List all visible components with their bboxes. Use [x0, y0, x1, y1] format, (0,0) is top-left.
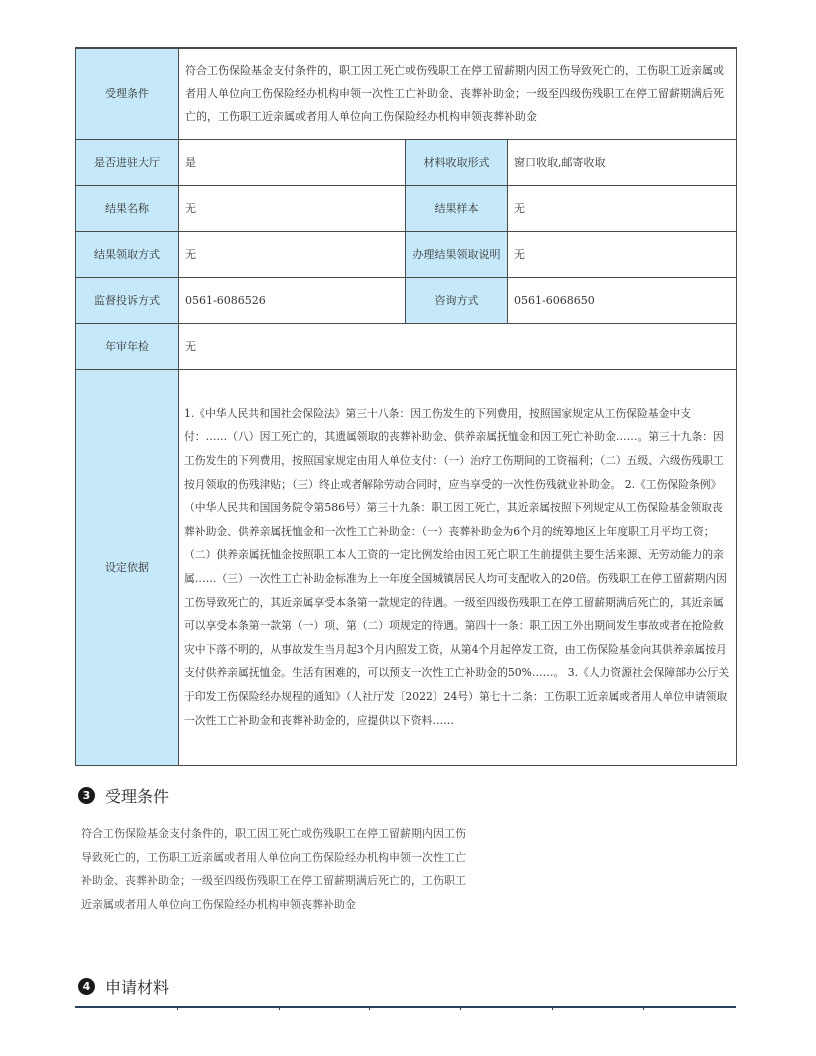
- hall-value: 是: [179, 139, 406, 185]
- consult-phone: 0561-6068650: [508, 277, 737, 323]
- material-form-value: 窗口收取,邮寄收取: [508, 139, 737, 185]
- column-divider: [552, 1006, 553, 1010]
- result-note-label: 办理结果领取说明: [406, 231, 508, 277]
- hall-label: 是否进驻大厅: [76, 139, 179, 185]
- result-sample-value: 无: [508, 185, 737, 231]
- column-divider: [279, 1006, 280, 1010]
- section-number-badge: 4: [78, 978, 95, 995]
- acceptance-label: 受理条件: [76, 48, 179, 139]
- result-name-label: 结果名称: [76, 185, 179, 231]
- section-title: 申请材料: [105, 977, 170, 997]
- result-name-value: 无: [179, 185, 406, 231]
- annual-label: 年审年检: [76, 323, 179, 369]
- complaint-phone: 0561-6086526: [179, 277, 406, 323]
- section-heading-materials: [78, 975, 169, 997]
- result-sample-label: 结果样本: [406, 185, 508, 231]
- acceptance-text: 符合工伤保险基金支付条件的，职工因工死亡或伤残职工在停工留薪期内因工伤导致死亡的，工伤职工近亲属或者用人单位向工伤保险经办机构申领一次性工亡补助金、丧葬补助金；一级至四级伤残职工在停工留薪期满后死亡的，工伤职工近亲属或者用人单位向工伤保险经办机构申领丧葬补助金: [81, 827, 466, 911]
- table-row: [76, 48, 737, 139]
- column-divider: [177, 1006, 178, 1010]
- table-row: [76, 323, 737, 369]
- column-divider: [369, 1006, 370, 1010]
- basis-label: 设定依据: [76, 369, 179, 765]
- table-row: [76, 369, 737, 765]
- section-title: 受理条件: [105, 786, 170, 806]
- annual-value: 无: [179, 323, 737, 369]
- column-divider: [643, 1006, 644, 1010]
- service-info-table: [75, 47, 737, 766]
- table-row: [76, 277, 737, 323]
- consult-label: 咨询方式: [406, 277, 508, 323]
- materials-table-top-border: [75, 1006, 736, 1008]
- section-heading-acceptance: [78, 784, 169, 806]
- column-divider: [460, 1006, 461, 1010]
- complaint-label: 监督投诉方式: [76, 277, 179, 323]
- result-note-value: 无: [508, 231, 737, 277]
- result-method-label: 结果领取方式: [76, 231, 179, 277]
- basis-value: 1.《中华人民共和国社会保险法》第三十八条：因工伤发生的下列费用，按照国家规定从工伤保险基金中支付：……（八）因工死亡的，其遗属领取的丧葬补助金、供养亲属抚恤金和因工死亡补助金……。第三十九条：因工伤发生的下列费用，按照国家规定由用人单位支付：（一）治疗工伤期间的工资福利；（二）五级、六级伤残职工按月领取的伤残津贴；（三）终止或者解除劳动合同时，应当享受的一次性伤残就业补助金。 2.《工伤保险条例》（中华人民共和国国务院令第586号）第三十九条：职工因工死亡，其近亲属按照下列规定从工伤保险基金领取丧葬补助金、供养亲属抚恤金和一次性工亡补助金：（一）丧葬补助金为6个月的统筹地区上年度职工月平均工资；（二）供养亲属抚恤金按照职工本人工资的一定比例发给由因工死亡职工生前提供主要生活来源、无劳动能力的亲属……（三）一次性工亡补助金标准为上一年度全国城镇居民人均可支配收入的20倍。伤残职工在停工留薪期内因工伤导致死亡的，其近亲属享受本条第一款规定的待遇。一级至四级伤残职工在停工留薪期满后死亡的，其近亲属可以享受本条第一款第（一）项、第（二）项规定的待遇。第四十一条：职工因工外出期间发生事故或者在抢险救灾中下落不明的，从事故发生当月起3个月内照发工资，从第4个月起停发工资，由工伤保险基金向其供养亲属按月支付供养亲属抚恤金。生活有困难的，可以预支一次性工亡补助金的50%……。 3.《人力资源社会保障部办公厅关于印发工伤保险经办规程的通知》（人社厅发〔2022〕24号）第七十二条：工伤职工近亲属或者用人单位申请领取一次性工亡补助金和丧葬补助金的，应提供以下资料……: [179, 369, 737, 765]
- section-number-badge: 3: [78, 787, 95, 804]
- acceptance-value: 符合工伤保险基金支付条件的，职工因工死亡或伤残职工在停工留薪期内因工伤导致死亡的，工伤职工近亲属或者用人单位向工伤保险经办机构申领一次性工亡补助金、丧葬补助金；一级至四级伤残职工在停工留薪期满后死亡的，工伤职工近亲属或者用人单位向工伤保险经办机构申领丧葬补助金: [179, 48, 737, 139]
- table-row: [76, 139, 737, 185]
- table-row: [76, 185, 737, 231]
- material-form-label: 材料收取形式: [406, 139, 508, 185]
- result-method-value: 无: [179, 231, 406, 277]
- table-row: [76, 231, 737, 277]
